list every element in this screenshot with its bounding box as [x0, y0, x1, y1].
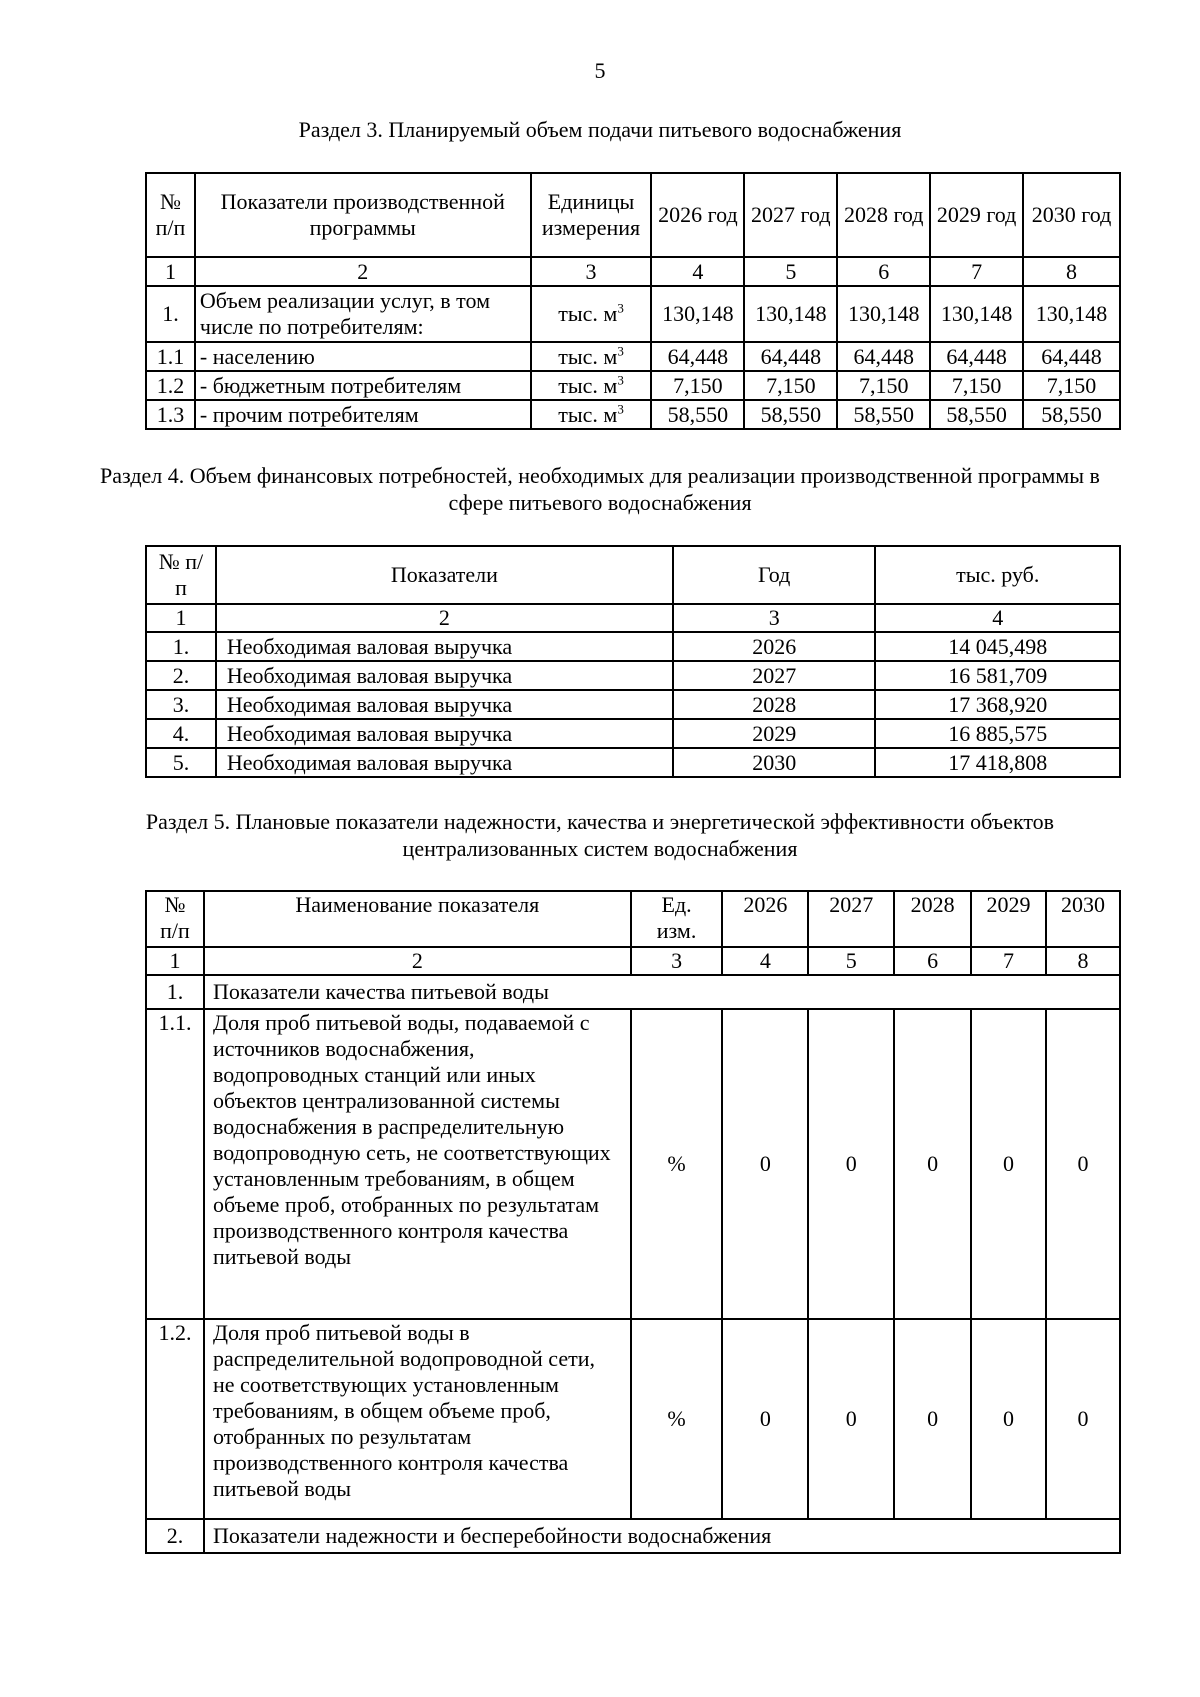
column-number-row: [146, 257, 1120, 286]
row-value: 7,150: [930, 371, 1023, 400]
unit-exponent: 3: [617, 401, 624, 417]
row-name: - прочим потребителям: [195, 400, 531, 429]
header-unit: Ед. изм.: [631, 891, 723, 947]
row-value: 7,150: [837, 371, 930, 400]
column-number: 1: [146, 257, 195, 286]
row-num: 1.2: [146, 371, 195, 400]
group-name: Показатели надежности и бесперебойности водоснабжения: [204, 1519, 1120, 1553]
row-num: 1.: [146, 286, 195, 342]
row-value: 58,550: [744, 400, 837, 429]
section4-title: Раздел 4. Объем финансовых потребностей, необходимых для реализации производственной программы в сфере питьевого водоснабжения: [100, 463, 1100, 515]
row-name: Необходимая валовая выручка: [216, 719, 673, 748]
row-value: 130,148: [930, 286, 1023, 342]
header-num: № п/п: [146, 173, 195, 257]
row-unit: [531, 400, 652, 429]
header-year: 2030: [1046, 891, 1120, 947]
column-number: 7: [930, 257, 1023, 286]
row-value: 58,550: [930, 400, 1023, 429]
unit-exponent: 3: [617, 300, 624, 316]
header-amount: тыс. руб.: [875, 546, 1120, 604]
row-name: Необходимая валовая выручка: [216, 632, 673, 661]
header-year: Год: [673, 546, 876, 604]
column-number: 4: [651, 257, 744, 286]
unit-text: тыс. м: [558, 372, 618, 398]
unit-text: тыс. м: [558, 401, 618, 427]
row-name: - бюджетным потребителям: [195, 371, 531, 400]
header-indicator: Показатели: [216, 546, 673, 604]
row-num: 5.: [146, 748, 216, 777]
row-num: 1.3: [146, 400, 195, 429]
column-number: 8: [1023, 257, 1120, 286]
section3-table: [145, 172, 1121, 430]
column-number: 1: [146, 604, 216, 632]
group-num: 2.: [146, 1519, 204, 1553]
column-number: 7: [971, 947, 1046, 975]
header-unit: Единицы измерения: [531, 173, 652, 257]
row-unit: %: [631, 1319, 723, 1519]
table-header-row: [146, 546, 1120, 604]
section5-table: [145, 890, 1121, 1554]
row-num: 2.: [146, 661, 216, 690]
column-number: 4: [722, 947, 808, 975]
table-row: [146, 632, 1120, 661]
row-value: 0: [971, 1319, 1046, 1519]
row-value: 58,550: [837, 400, 930, 429]
table-row: [146, 371, 1120, 400]
header-year: 2026 год: [651, 173, 744, 257]
row-num: 1.: [146, 632, 216, 661]
table-row: [146, 719, 1120, 748]
row-name: Доля проб питьевой воды, подаваемой с источников водоснабжения, водопроводных станций или иных объектов централизованной системы водоснабжения в распределительную водопроводную сеть, не соответствующих установленным требованиям, в общем объеме проб, отобранных по результатам производственного контроля качества питьевой воды: [204, 1009, 631, 1319]
row-value: 0: [722, 1009, 808, 1319]
column-number: 3: [673, 604, 876, 632]
row-value: 0: [808, 1319, 894, 1519]
table-row: [146, 1319, 1120, 1519]
header-year: 2029 год: [930, 173, 1023, 257]
row-value: 64,448: [930, 342, 1023, 371]
row-amount: 14 045,498: [875, 632, 1120, 661]
column-number: 2: [216, 604, 673, 632]
unit-exponent: 3: [617, 343, 624, 359]
row-value: 130,148: [744, 286, 837, 342]
column-number: 2: [204, 947, 631, 975]
group-row: [146, 1519, 1120, 1553]
row-unit: [531, 342, 652, 371]
column-number: 6: [837, 257, 930, 286]
unit-text: тыс. м: [558, 343, 618, 369]
row-num: 1.1: [146, 342, 195, 371]
column-number: 3: [531, 257, 652, 286]
row-value: 0: [1046, 1009, 1120, 1319]
row-value: 64,448: [1023, 342, 1120, 371]
column-number: 1: [146, 947, 204, 975]
row-name: Объем реализации услуг, в том числе по потребителям:: [195, 286, 531, 342]
header-year: 2028 год: [837, 173, 930, 257]
header-indicator: Показатели производственной программы: [195, 173, 531, 257]
row-name: - населению: [195, 342, 531, 371]
table-row: [146, 690, 1120, 719]
table-row: [146, 286, 1120, 342]
group-num: 1.: [146, 975, 204, 1009]
table-row: [146, 748, 1120, 777]
unit-text: тыс. м: [558, 301, 618, 326]
header-year: 2028: [894, 891, 971, 947]
row-name: Необходимая валовая выручка: [216, 690, 673, 719]
row-amount: 16 581,709: [875, 661, 1120, 690]
header-year: 2027: [808, 891, 894, 947]
table-row: [146, 661, 1120, 690]
row-num: 1.1.: [146, 1009, 204, 1319]
row-num: 4.: [146, 719, 216, 748]
row-value: 64,448: [837, 342, 930, 371]
row-year: 2029: [673, 719, 876, 748]
row-num: 1.2.: [146, 1319, 204, 1519]
row-num: 3.: [146, 690, 216, 719]
row-amount: 16 885,575: [875, 719, 1120, 748]
row-year: 2026: [673, 632, 876, 661]
group-row: [146, 975, 1120, 1009]
header-num: № п/п: [146, 546, 216, 604]
section4-table: [145, 545, 1121, 778]
column-number-row: [146, 604, 1120, 632]
table-row: [146, 400, 1120, 429]
row-value: 0: [1046, 1319, 1120, 1519]
header-year: 2030 год: [1023, 173, 1120, 257]
table-row: [146, 342, 1120, 371]
column-number: 3: [631, 947, 723, 975]
table-header-row: [146, 891, 1120, 947]
row-value: 0: [894, 1319, 971, 1519]
group-name: Показатели качества питьевой воды: [204, 975, 1120, 1009]
header-year: 2026: [722, 891, 808, 947]
row-unit: [531, 371, 652, 400]
column-number: 5: [808, 947, 894, 975]
row-value: 0: [971, 1009, 1046, 1319]
row-amount: 17 418,808: [875, 748, 1120, 777]
header-indicator: Наименование показателя: [204, 891, 631, 947]
unit-exponent: 3: [617, 372, 624, 388]
section5-title: Раздел 5. Плановые показатели надежности, качества и энергетической эффективности объектов централизованных систем водоснабжения: [145, 809, 1055, 861]
row-value: 58,550: [651, 400, 744, 429]
row-value: 0: [808, 1009, 894, 1319]
header-num: № п/п: [146, 891, 204, 947]
row-value: 7,150: [1023, 371, 1120, 400]
page-number: 5: [594, 58, 606, 83]
row-unit: [531, 286, 652, 342]
table-header-row: [146, 173, 1120, 257]
row-value: 130,148: [1023, 286, 1120, 342]
row-value: 7,150: [651, 371, 744, 400]
row-amount: 17 368,920: [875, 690, 1120, 719]
table-row: [146, 1009, 1120, 1319]
row-year: 2030: [673, 748, 876, 777]
section3-title: Раздел 3. Планируемый объем подачи питьевого водоснабжения: [298, 117, 902, 142]
column-number: 4: [875, 604, 1120, 632]
row-value: 0: [722, 1319, 808, 1519]
header-year: 2029: [971, 891, 1046, 947]
column-number: 6: [894, 947, 971, 975]
row-value: 0: [894, 1009, 971, 1319]
row-value: 64,448: [744, 342, 837, 371]
row-value: 130,148: [651, 286, 744, 342]
row-unit: %: [631, 1009, 723, 1319]
row-value: 130,148: [837, 286, 930, 342]
header-year: 2027 год: [744, 173, 837, 257]
row-value: 7,150: [744, 371, 837, 400]
row-name: Необходимая валовая выручка: [216, 748, 673, 777]
row-year: 2027: [673, 661, 876, 690]
row-value: 64,448: [651, 342, 744, 371]
row-name: Доля проб питьевой воды в распределительной водопроводной сети, не соответствующих установленным требованиям, в общем объеме проб, отобранных по результатам производственного контроля качества питьевой воды: [204, 1319, 631, 1519]
row-value: 58,550: [1023, 400, 1120, 429]
row-year: 2028: [673, 690, 876, 719]
row-name: Необходимая валовая выручка: [216, 661, 673, 690]
column-number: 8: [1046, 947, 1120, 975]
column-number: 2: [195, 257, 531, 286]
column-number-row: [146, 947, 1120, 975]
column-number: 5: [744, 257, 837, 286]
